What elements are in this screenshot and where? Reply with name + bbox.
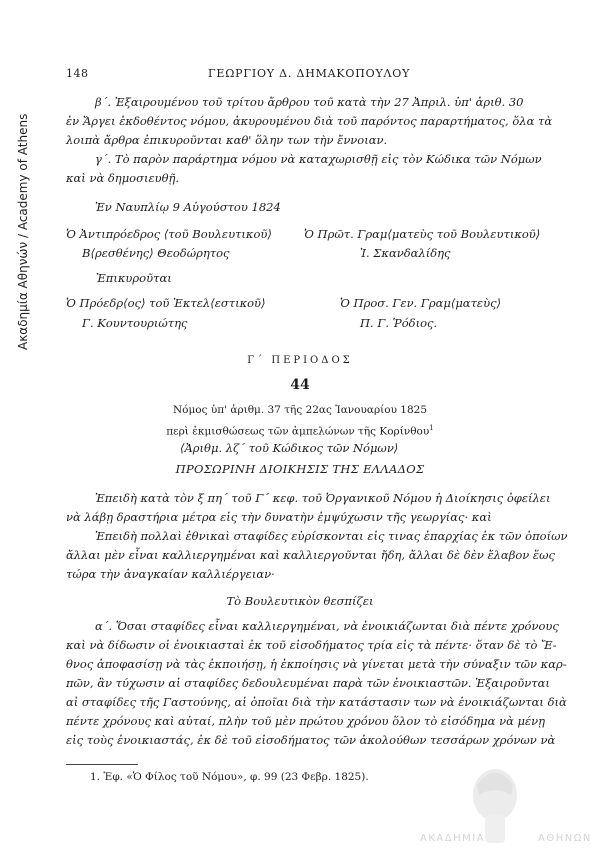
text-line: β΄. Ἐξαιρουμένου τοῦ τρίτου ἄρθρου τοῦ κατὰ τὴν 27 Ἀπριλ. ὑπ' ἀριθ. 30 <box>95 95 524 109</box>
footnote: 1. Ἐφ. «Ὁ Φίλος τοῦ Νόμου», φ. 99 (23 Φεβρ. 1825). <box>90 771 369 783</box>
signatory-title: Ὁ Πρόεδρ⟨ος⟩ τοῦ Ἐκτελ⟨εστικοῦ⟩ <box>66 296 266 310</box>
text-line: νὰ λάβῃ δραστήρια μέτρα εἰς τὴν δυνατὴν ἐμψύχωσιν τῆς γεωργίας· καὶ <box>66 510 492 524</box>
signatory-name: Π. Γ. Ῥόδιος. <box>360 316 438 330</box>
text-line: γ΄. Τὸ παρὸν παράρτημα νόμου νὰ καταχωρισθῇ εἰς τὸν Κώδικα τῶν Νόμων <box>95 152 542 166</box>
signatory-title: Ὁ Προσ. Γεν. Γραμ⟨ματεὺς⟩ <box>340 296 502 310</box>
footnote-mark: 1 <box>429 424 434 432</box>
text-line: πῶν, ἂν τύχωσιν αἱ σταφίδες δεδουλευμέναι παρὰ τῶν ἐνοικιαστῶν. Ἐξαιροῦνται <box>66 676 550 690</box>
law-subtitle-text: περὶ ἐκμισθώσεως τῶν ἀμπελώνων τῆς Κορίνθου <box>166 425 430 438</box>
text-line: Ἐπειδὴ κατὰ τὸν ξ πη΄ τοῦ Γ΄ κεφ. τοῦ Ὀργανικοῦ Νόμου ἡ Διοίκησις ὀφείλει <box>95 491 551 505</box>
signatory-title: Ὁ Πρῶτ. Γραμ⟨ματεὺς τοῦ Βουλευτικοῦ⟩ <box>304 227 541 241</box>
text-line: α΄. Ὅσαι σταφίδες εἶναι καλλιεργημέναι, νὰ ἐνοικιάζωνται διὰ πέντε χρόνους <box>95 619 559 633</box>
ratification: Ἐπικυροῦται <box>96 271 172 285</box>
footnote-divider <box>66 764 138 765</box>
law-subtitle <box>0 421 600 440</box>
signatory-title: Ὁ Ἀντιπρόεδρος ⟨τοῦ Βουλευτικοῦ⟩ <box>66 227 272 241</box>
text-line: αἱ σταφίδες τῆς Γαστούνης, αἱ ὁποῖαι διὰ τὴν κατάστασιν των νὰ ἐνοικιάζωνται διὰ <box>66 695 567 709</box>
law-title: Νόμος ὑπ' ἀριθμ. 37 τῆς 22ας Ἰανουαρίου 1825 <box>172 404 428 416</box>
signatory-name: Β⟨ρεσθένης⟩ Θεοδώρητος <box>82 246 230 260</box>
text-line: λοιπὰ ἄρθρα ἐπικυροῦνται καθ' ὅλην των τὴν ἔννοιαν. <box>66 133 388 147</box>
text-line: καὶ νὰ δίδωσιν οἱ ἐνοικιασταὶ ἐκ τοῦ εἰσοδήματος τρία εἰς τὰ πέντε· ὅταν δὲ τὸ Ἔ- <box>66 638 557 652</box>
signatory-name: Γ. Κουντουριώτης <box>82 316 188 330</box>
text-line: θνος ἀποφασίσῃ νὰ τὰς ἐκποιήσῃ, ἡ ἐκποίησις νὰ γίνεται μετὰ τὴν σύναξιν τῶν καρ- <box>66 657 567 671</box>
archive-label-text: Ακαδημία Αθηνών / Academy of Athens <box>16 113 30 350</box>
text-line: ἄλλαι μὲν εἶναι καλλιεργημέναι καὶ καλλιεργοῦνται ἤδη, ἄλλαι δὲ δὲν ἔλαβον ἕως <box>66 548 555 562</box>
text-line: πέντε χρόνους καὶ αὐταί, πλὴν τοῦ μὲν πρώτου χρόνου ὅλον τὸ εἰσόδημα νὰ μένῃ <box>66 714 546 728</box>
page-number: 148 <box>66 67 89 80</box>
document-number: 44 <box>290 377 310 393</box>
archive-sidebar-label <box>16 40 36 350</box>
text-line: Ἐπειδὴ πολλαὶ ἐθνικαὶ σταφίδες εὑρίσκονται εἰς τινας ἐπαρχίας ἐκ τῶν ὁποίων <box>95 529 568 543</box>
text-line: τώρα τὴν ἀναγκαίαν καλλιέργειαν· <box>66 567 275 581</box>
watermark-left: ΑΚΑΔΗΜΙΑ <box>420 833 486 844</box>
place-date: Ἐν Ναυπλίῳ 9 Αὐγούστου 1824 <box>95 200 281 214</box>
text-line: καὶ νὰ δημοσιευθῇ. <box>66 171 180 185</box>
signatory-name: Ἰ. Σκανδαλίδης <box>360 246 451 260</box>
code-reference: ⟨Ἀριθμ. λζ΄ τοῦ Κώδικος τῶν Νόμων⟩ <box>180 441 399 455</box>
authority-heading: ΠΡΟΣΩΡΙΝΗ ΔΙΟΙΚΗΣΙΣ ΤΗΣ ΕΛΛΑΔΟΣ <box>175 462 425 476</box>
text-line: εἰς τοὺς ἐνοικιαστάς, ἐκ δὲ τοῦ εἰσοδήματος τῶν ἀκολούθων τεσσάρων χρόνων νὰ <box>66 733 556 747</box>
period-heading: Γ΄ ΠΕΡΙΟΔΟΣ <box>247 355 353 366</box>
decree-heading: Τὸ Βουλευτικὸν θεσπίζει <box>226 594 374 608</box>
running-title: ΓΕΩΡΓΙΟΥ Δ. ΔΗΜΑΚΟΠΟΥΛΟΥ <box>208 67 411 80</box>
watermark-right: ΑΘΗΝΩΝ <box>538 833 592 844</box>
text-line: ἐν Ἄργει ἐκδοθέντος νόμου, ἀκυρουμένου διὰ τοῦ παρόντος παραρτήματος, ὅλα τὰ <box>66 114 553 128</box>
